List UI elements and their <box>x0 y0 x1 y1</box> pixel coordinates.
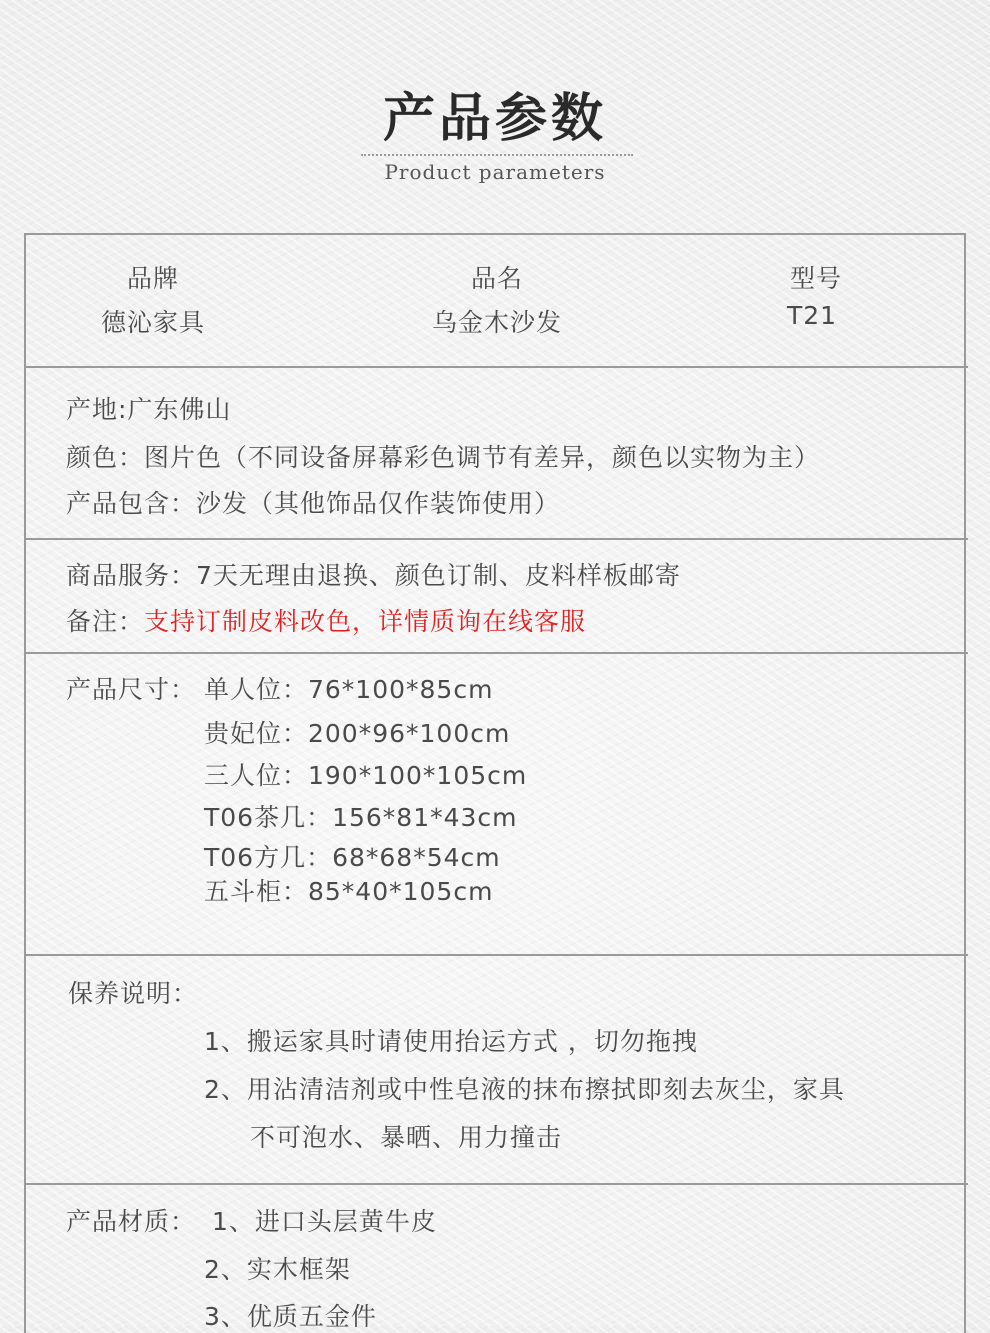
size-item: T06方几：68*68*54cm <box>204 843 501 872</box>
care-line: 1、搬运家具时请使用抬运方式 ，切勿拖拽 <box>204 1027 698 1056</box>
model-label: 型号 <box>789 264 842 293</box>
size-label: 产品尺寸： <box>66 675 197 704</box>
row-divider <box>24 366 968 368</box>
material-item: 2、实木框架 <box>204 1255 351 1284</box>
size-item: T06茶几：156*81*43cm <box>204 803 518 832</box>
page-title: 产品参数 <box>382 89 607 149</box>
care-label: 保养说明： <box>68 979 199 1008</box>
title-divider <box>361 154 633 156</box>
product-name-label: 品名 <box>470 264 523 293</box>
material-item: 1、进口头层黄牛皮 <box>212 1207 437 1236</box>
size-item: 五斗柜：85*40*105cm <box>204 877 494 906</box>
package-text: 产品包含：沙发（其他饰品仅作装饰使用） <box>66 489 561 518</box>
care-line: 2、用沾清洁剂或中性皂液的抹布擦拭即刻去灰尘，家具 <box>204 1075 845 1104</box>
page-subtitle: Product parameters <box>384 160 606 184</box>
brand-value: 德沁家具 <box>100 308 205 337</box>
material-label: 产品材质： <box>66 1207 197 1236</box>
row-divider <box>24 954 968 956</box>
size-item: 三人位：190*100*105cm <box>204 761 528 790</box>
origin-text: 产地:广东佛山 <box>66 395 232 424</box>
color-text: 颜色：图片色（不同设备屏幕彩色调节有差异，颜色以实物为主） <box>66 443 821 472</box>
row-divider <box>24 538 968 540</box>
material-item: 3、优质五金件 <box>204 1302 377 1331</box>
note-label: 备注： <box>66 607 145 636</box>
note-text: 支持订制皮料改色，详情质询在线客服 <box>144 607 587 636</box>
row-divider <box>24 1183 968 1185</box>
note-line <box>66 602 586 638</box>
size-item: 单人位：76*100*85cm <box>204 675 494 704</box>
service-text: 商品服务：7天无理由退换、颜色订制、皮料样板邮寄 <box>66 561 681 590</box>
product-name-value: 乌金木沙发 <box>431 308 562 337</box>
brand-label: 品牌 <box>126 264 179 293</box>
care-line: 不可泡水、暴晒、用力撞击 <box>250 1123 563 1152</box>
row-divider <box>24 652 968 654</box>
size-item: 贵妃位：200*96*100cm <box>204 719 511 748</box>
model-value: T21 <box>786 301 838 330</box>
